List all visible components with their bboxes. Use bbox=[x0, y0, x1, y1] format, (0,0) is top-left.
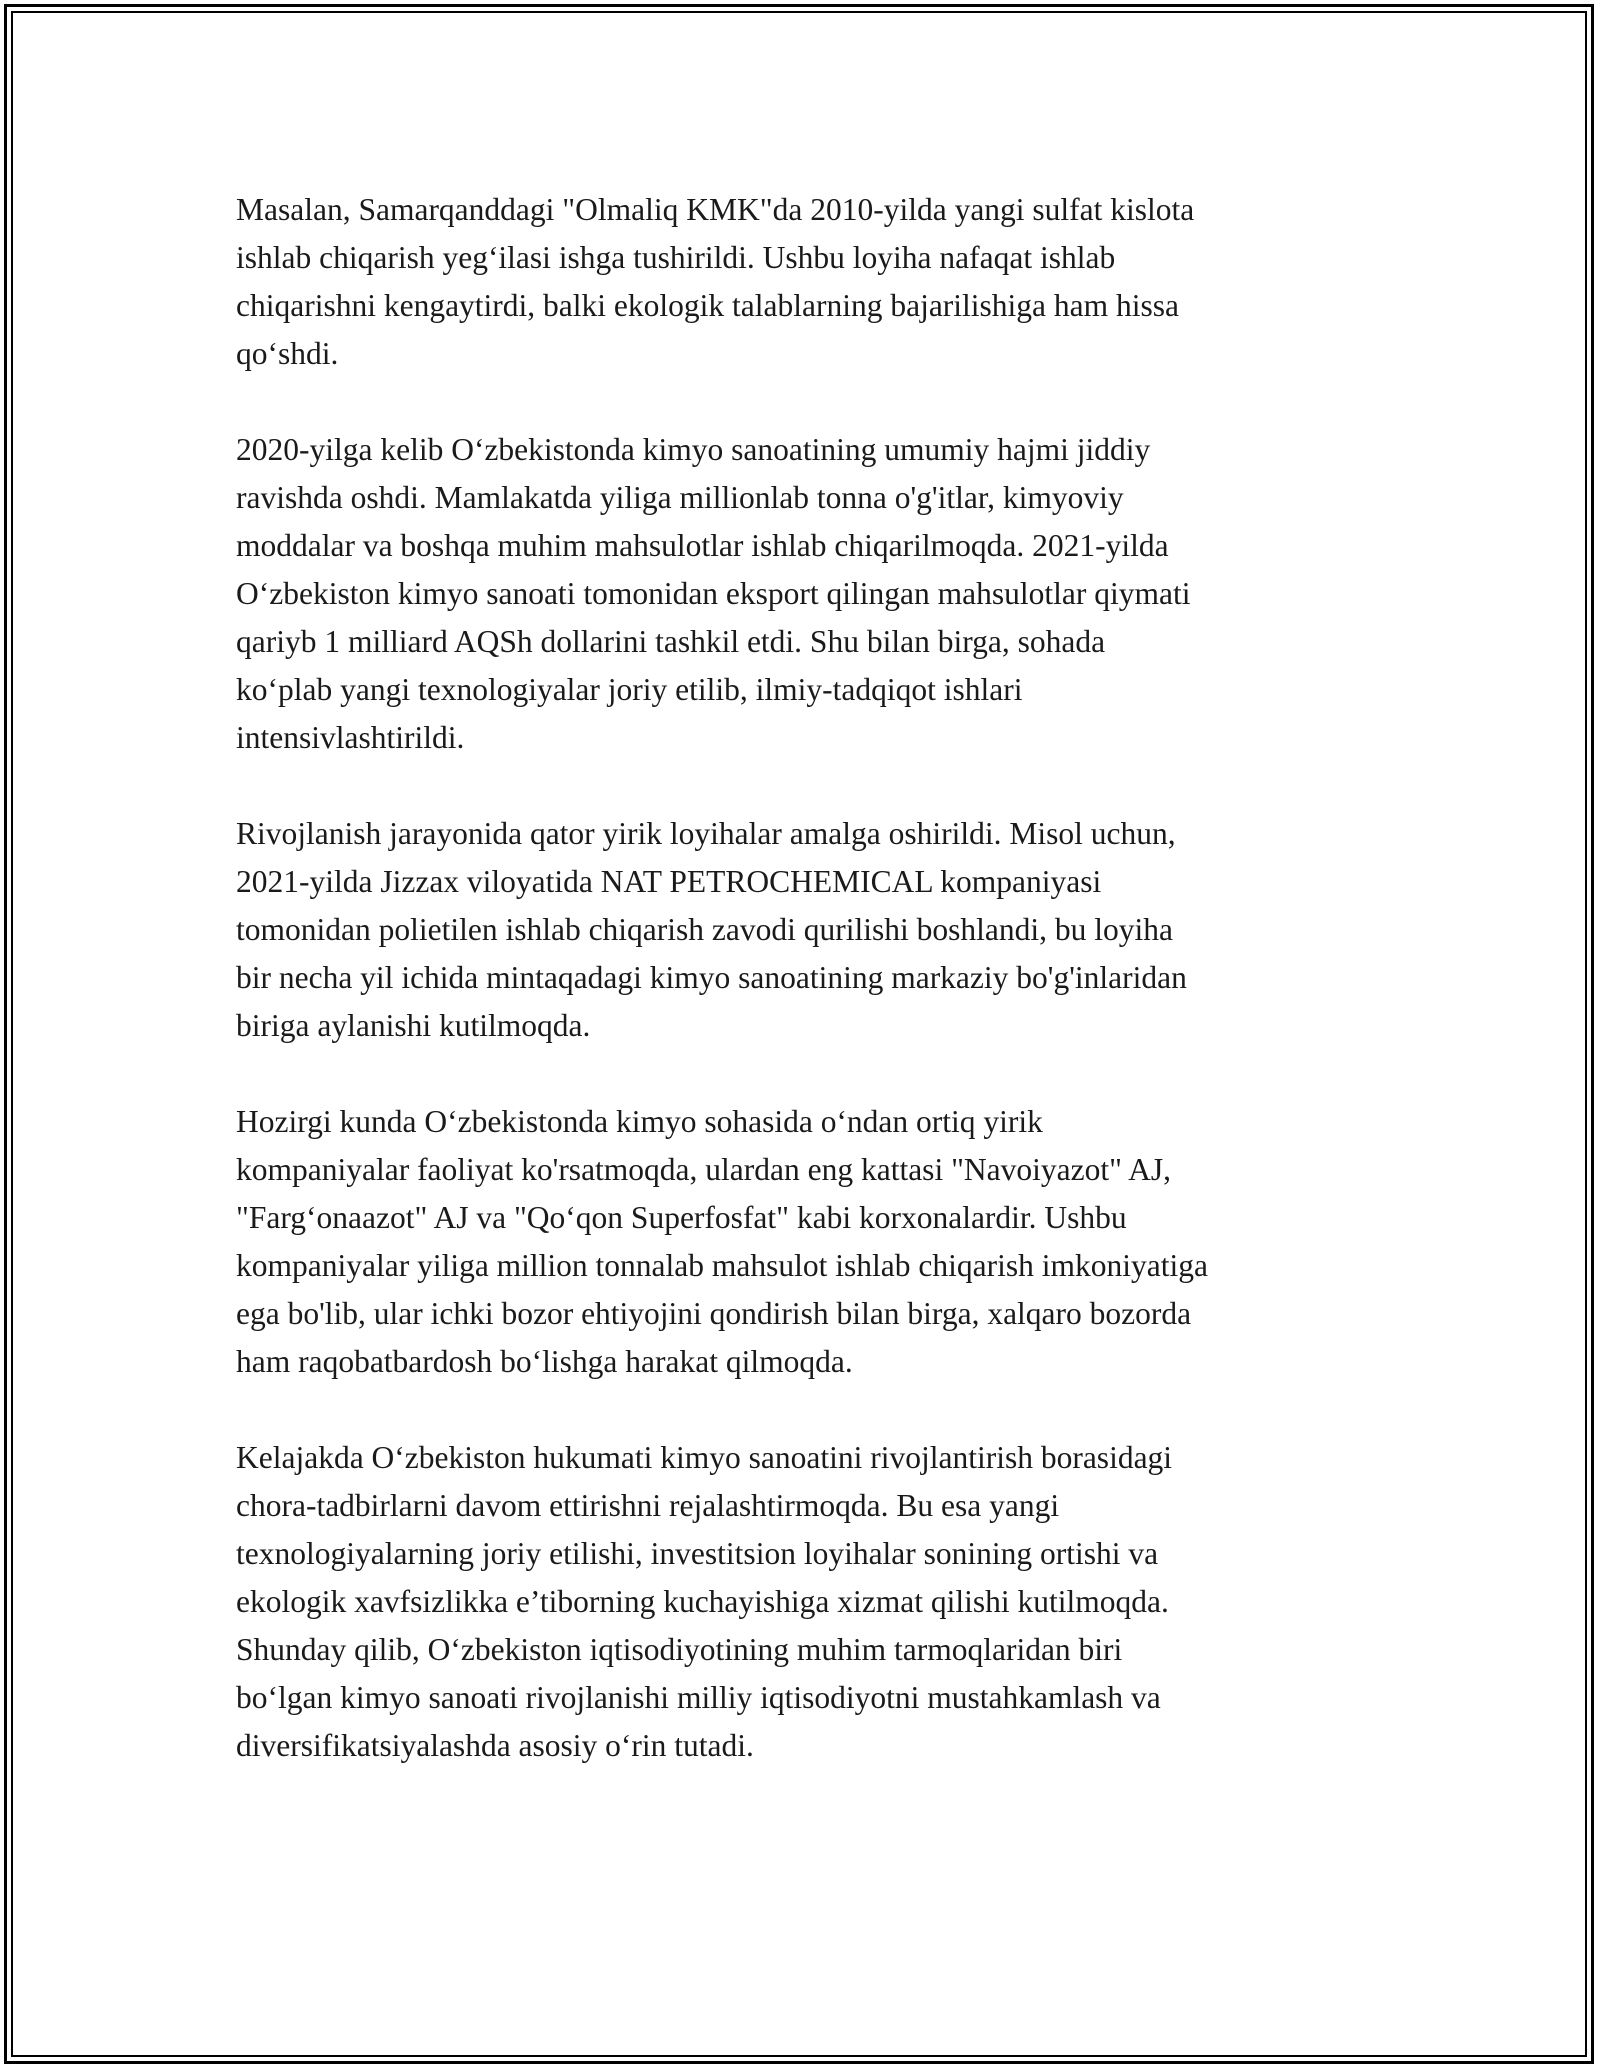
text-line: bir necha yil ichida mintaqadagi kimyo sanoatining markaziy bo'g'inlaridan bbox=[236, 960, 1187, 995]
paragraph-future bbox=[236, 1434, 1376, 1770]
text-line: chiqarishni kengaytirdi, balki ekologik talablarning bajarilishiga ham hissa bbox=[236, 288, 1180, 323]
paragraph-olmaliq bbox=[236, 186, 1376, 378]
text-line: ravishda oshdi. Mamlakatda yiliga millionlab tonna o'g'itlar, kimyoviy bbox=[236, 480, 1124, 515]
text-line: biriga aylanishi kutilmoqda. bbox=[236, 1008, 591, 1043]
text-line: Hozirgi kunda O‘zbekistonda kimyo sohasida o‘ndan ortiq yirik bbox=[236, 1104, 1043, 1139]
text-line: ko‘plab yangi texnologiyalar joriy etilib, ilmiy-tadqiqot ishlari bbox=[236, 672, 1023, 707]
text-line: kompaniyalar yiliga million tonnalab mahsulot ishlab chiqarish imkoniyatiga bbox=[236, 1248, 1208, 1283]
text-line: O‘zbekiston kimyo sanoati tomonidan eksport qilingan mahsulotlar qiymati bbox=[236, 576, 1191, 611]
paragraph-projects bbox=[236, 810, 1376, 1050]
text-line: kompaniyalar faoliyat ko'rsatmoqda, ulardan eng kattasi "Navoiyazot" AJ, bbox=[236, 1152, 1172, 1187]
text-line: ishlab chiqarish yeg‘ilasi ishga tushirildi. Ushbu loyiha nafaqat ishlab bbox=[236, 240, 1116, 275]
text-line: Masalan, Samarqanddagi "Olmaliq KMK"da 2010-yilda yangi sulfat kislota bbox=[236, 192, 1195, 227]
text-line: diversifikatsiyalashda asosiy o‘rin tutadi. bbox=[236, 1728, 754, 1763]
text-line: Rivojlanish jarayonida qator yirik loyihalar amalga oshirildi. Misol uchun, bbox=[236, 816, 1176, 851]
text-line: texnologiyalarning joriy etilishi, investitsion loyihalar sonining ortishi va bbox=[236, 1536, 1159, 1571]
text-line: 2020-yilga kelib O‘zbekistonda kimyo sanoatining umumiy hajmi jiddiy bbox=[236, 432, 1151, 467]
text-line: bo‘lgan kimyo sanoati rivojlanishi milliy iqtisodiyotni mustahkamlash va bbox=[236, 1680, 1161, 1715]
text-line: intensivlashtirildi. bbox=[236, 720, 465, 755]
text-line: 2021-yilda Jizzax viloyatida NAT PETROCHEMICAL kompaniyasi bbox=[236, 864, 1102, 899]
text-line: Shunday qilib, O‘zbekiston iqtisodiyotining muhim tarmoqlaridan biri bbox=[236, 1632, 1123, 1667]
paragraph-2020-growth bbox=[236, 426, 1376, 762]
text-line: moddalar va boshqa muhim mahsulotlar ishlab chiqarilmoqda. 2021-yilda bbox=[236, 528, 1169, 563]
text-line: ega bo'lib, ular ichki bozor ehtiyojini qondirish bilan birga, xalqaro bozorda bbox=[236, 1296, 1192, 1331]
text-line: Kelajakda O‘zbekiston hukumati kimyo sanoatini rivojlantirish borasidagi bbox=[236, 1440, 1173, 1475]
text-line: tomonidan polietilen ishlab chiqarish zavodi qurilishi boshlandi, bu loyiha bbox=[236, 912, 1173, 947]
text-line: qo‘shdi. bbox=[236, 336, 339, 371]
text-line: ekologik xavfsizlikka e’tiborning kuchayishiga xizmat qilishi kutilmoqda. bbox=[236, 1584, 1169, 1619]
text-line: ham raqobatbardosh bo‘lishga harakat qilmoqda. bbox=[236, 1344, 853, 1379]
text-line: "Farg‘onaazot" AJ va "Qo‘qon Superfosfat" kabi korxonalardir. Ushbu bbox=[236, 1200, 1127, 1235]
document-body bbox=[236, 186, 1376, 1818]
text-line: chora-tadbirlarni davom ettirishni rejalashtirmoqda. Bu esa yangi bbox=[236, 1488, 1060, 1523]
paragraph-companies bbox=[236, 1098, 1376, 1386]
text-line: qariyb 1 milliard AQSh dollarini tashkil etdi. Shu bilan birga, sohada bbox=[236, 624, 1106, 659]
